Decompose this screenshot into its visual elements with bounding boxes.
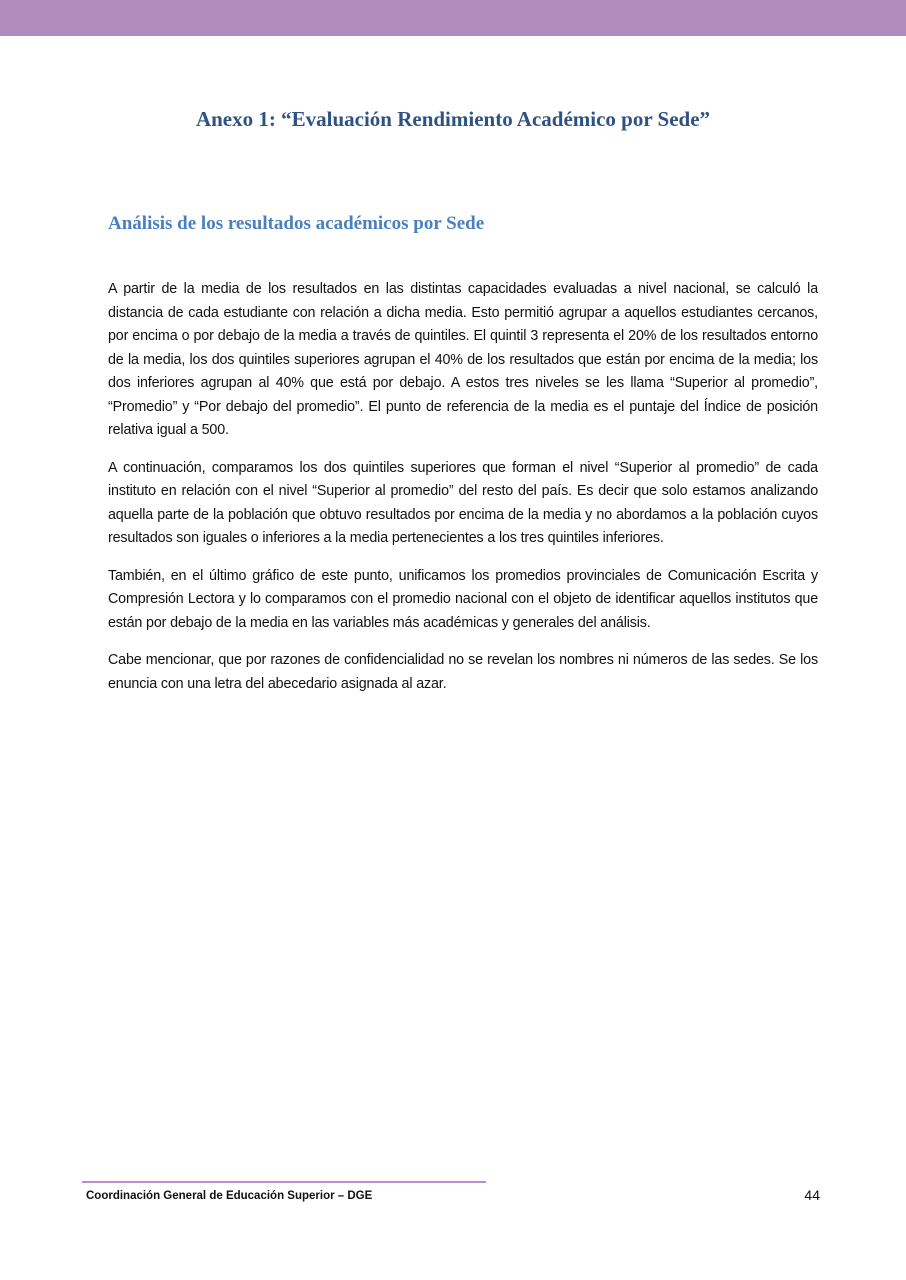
paragraph-2: A continuación, comparamos los dos quintiles superiores que forman el nivel “Superior al promedio” de cada instituto en relación con el nivel “Superior al promedio” del resto del país. Es decir que solo estamos analizando aquella parte de la población que obtuvo resultados por encima de la media y no abordamos a la población cuyos resultados son iguales o inferiores a la media pertenecientes a los tres quintiles inferiores. — [108, 459, 818, 546]
section-heading: Análisis de los resultados académicos por Sede — [108, 213, 485, 234]
header-band — [0, 0, 906, 36]
footer-organization: Coordinación General de Educación Superior – DGE — [86, 1190, 373, 1202]
annex-title: Anexo 1: “Evaluación Rendimiento Académico por Sede” — [195, 107, 711, 131]
footer-divider — [82, 1181, 486, 1183]
paragraph-4: Cabe mencionar, que por razones de confidencialidad no se revelan los nombres ni números de las sedes. Se los enuncia con una letra del abecedario asignada al azar. — [108, 652, 818, 692]
page-number: 44 — [804, 1187, 820, 1203]
paragraph-3: También, en el último gráfico de este punto, unificamos los promedios provinciales de Comunicación Escrita y Compresión Lectora y lo comparamos con el promedio nacional con el objeto de identificar aquellos institutos que están por debajo de la media en las variables más académicas y generales del análisis. — [108, 567, 818, 631]
body-text — [108, 278, 818, 710]
paragraph-1: A partir de la media de los resultados en las distintas capacidades evaluadas a nivel nacional, se calculó la distancia de cada estudiante con relación a dicha media. Esto permitió agrupar a aquellos estudiantes cercanos, por encima o por debajo de la media a través de quintiles. El quintil 3 representa el 20% de los resultados entorno de la media, los dos quintiles superiores agrupan el 40% de los resultados que están por encima de la media; los dos inferiores agrupan al 40% que está por debajo. A estos tres niveles se les llama “Superior al promedio”, “Promedio” y “Por debajo del promedio”. El punto de referencia de la media es el puntaje del Índice de posición relativa igual a 500. — [108, 281, 818, 438]
